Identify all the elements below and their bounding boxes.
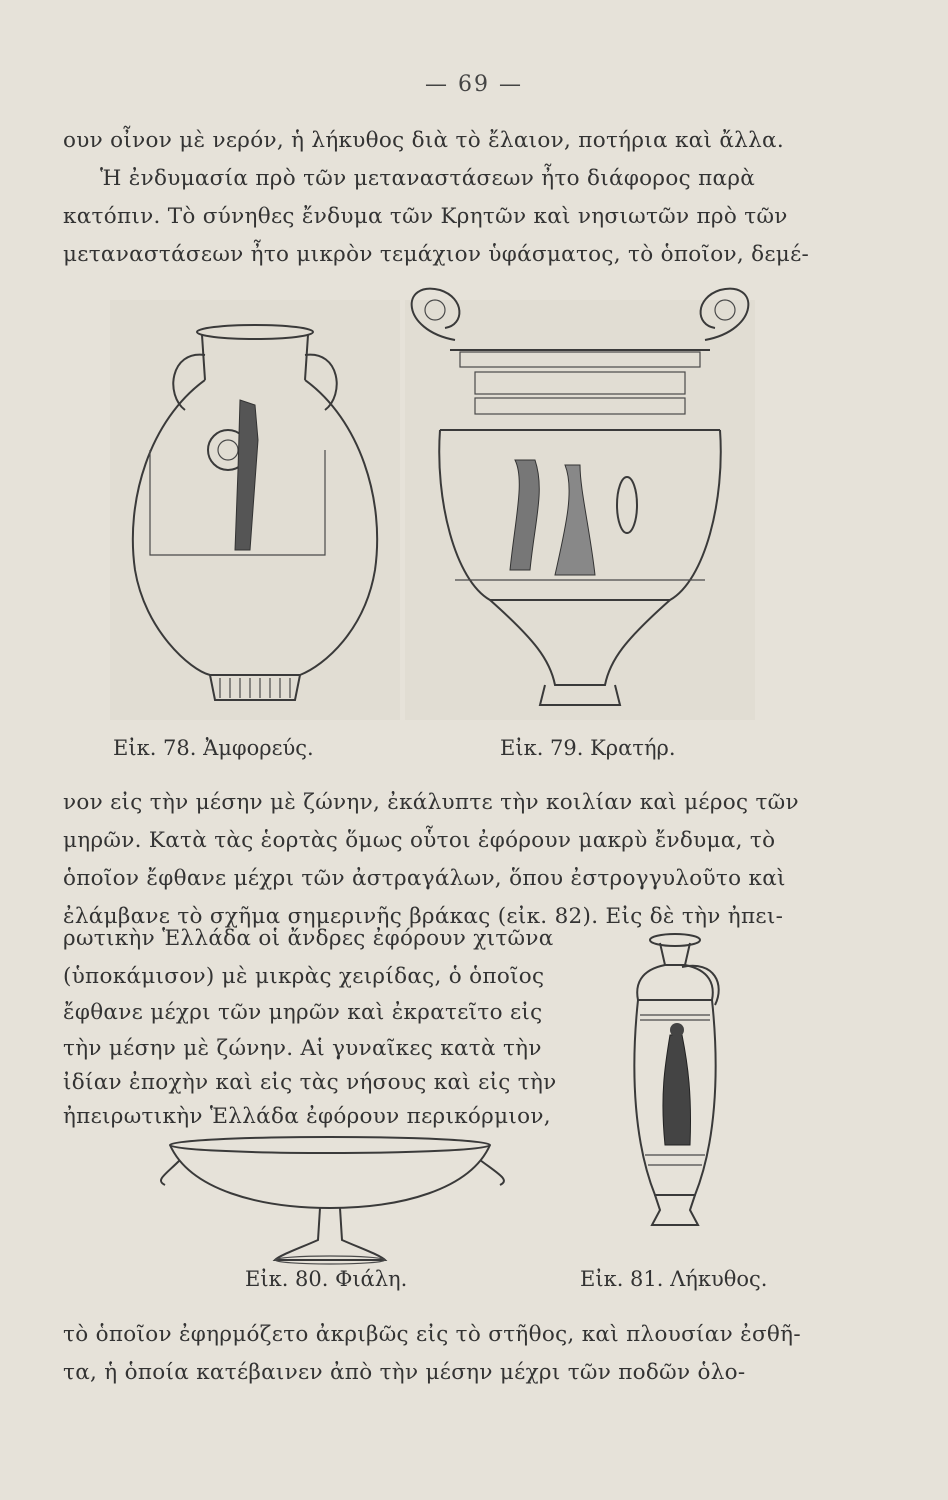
text-line: μηρῶν. Κατὰ τὰς ἑορτὰς ὅμως οὗτοι ἐφόρουν μακρὺ ἔνδυμα, τὸ — [63, 828, 776, 853]
text-line: τὴν μέσην μὲ ζώνην. Αἱ γυναῖκες κατὰ τὴν — [63, 1036, 542, 1061]
text-line: ουν οἶνον μὲ νερόν, ἡ λήκυθος διὰ τὸ ἔλαιον, ποτήρια καὶ ἄλλα. — [63, 128, 784, 153]
text-line: ἰδίαν ἐποχὴν καὶ εἰς τὰς νήσους καὶ εἰς τὴν — [63, 1070, 557, 1095]
page-number: — 69 — — [425, 72, 523, 97]
text-line: μεταναστάσεων ἦτο μικρὸν τεμάχιον ὑφάσματος, τὸ ὁποῖον, δεμέ- — [63, 242, 810, 267]
text-line: ἠπειρωτικὴν Ἑλλάδα ἐφόρουν περικόρμιον, — [63, 1104, 551, 1129]
text-line: κατόπιν. Τὸ σύνηθες ἔνδυμα τῶν Κρητῶν καὶ νησιωτῶν πρὸ τῶν — [63, 204, 788, 229]
figure-caption: Εἰκ. 81. Λήκυθος. — [580, 1267, 768, 1291]
text-line: τὸ ὁποῖον ἐφηρμόζετο ἀκριβῶς εἰς τὸ στῆθος, καὶ πλουσίαν ἐσθῆ- — [63, 1322, 801, 1347]
text-line: ρωτικὴν Ἑλλάδα οἱ ἄνδρες ἐφόρουν χιτῶνα — [63, 926, 554, 951]
text-line: τα, ἡ ὁποία κατέβαινεν ἀπὸ τὴν μέσην μέχρι τῶν ποδῶν ὁλο- — [63, 1360, 746, 1385]
text-line: ἐλάμβανε τὸ σχῆμα σημερινῆς βράκας (εἰκ. 82). Εἰς δὲ τὴν ἠπει- — [63, 904, 784, 929]
text-line: ἔφθανε μέχρι τῶν μηρῶν καὶ ἐκρατεῖτο εἰς — [63, 1000, 543, 1025]
amphora-illustration — [110, 300, 400, 720]
text-line: Ἡ ἐνδυμασία πρὸ τῶν μεταναστάσεων ἦτο διάφορος παρὰ — [100, 166, 756, 191]
phiale-illustration — [160, 1130, 520, 1270]
krater-illustration — [395, 280, 765, 720]
figure-caption: Εἰκ. 80. Φιάλη. — [245, 1267, 408, 1291]
text-line: ὁποῖον ἔφθανε μέχρι τῶν ἀστραγάλων, ὅπου ἐστρογγυλοῦτο καὶ — [63, 866, 786, 891]
figure-caption: Εἰκ. 78. Ἀμφορεύς. — [113, 736, 314, 760]
lekythos-illustration — [620, 925, 770, 1245]
figure-caption: Εἰκ. 79. Κρατήρ. — [500, 736, 676, 760]
text-line: (ὑποκάμισον) μὲ μικρὰς χειρίδας, ὁ ὁποῖος — [63, 964, 545, 989]
text-line: νον εἰς τὴν μέσην μὲ ζώνην, ἐκάλυπτε τὴν κοιλίαν καὶ μέρος τῶν — [63, 790, 799, 815]
